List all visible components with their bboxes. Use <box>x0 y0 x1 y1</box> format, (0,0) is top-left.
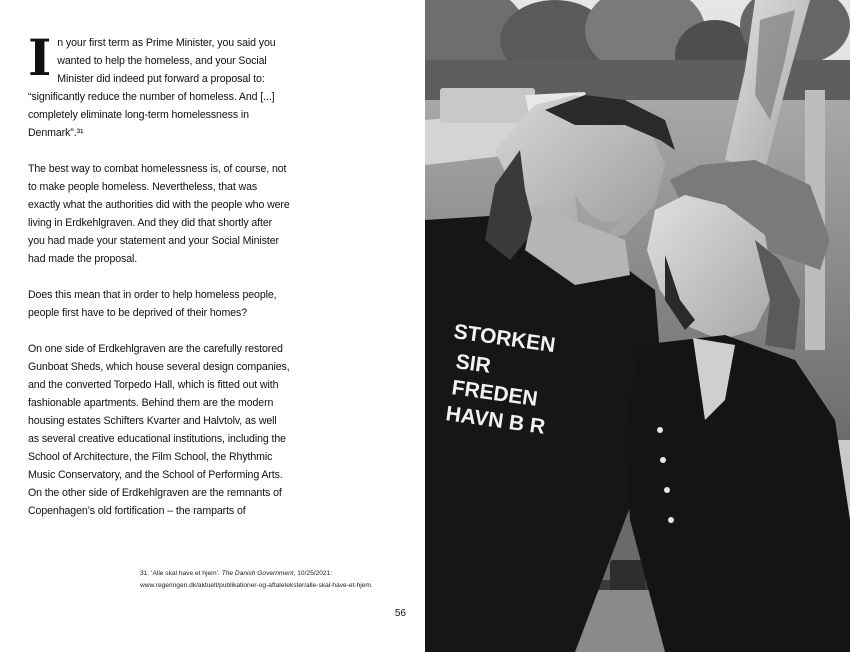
footnote-number: 31. <box>140 570 151 577</box>
paragraph-4: On one side of Erdkehlgraven are the carefully restored Gunboat Sheds, which house several design companies, and the converted Torpedo Hall, which is fitted out with fashionable apartments. Behind them are the modern housing estates Schifters Kvarter and Halvtolv, as well as several creative educational institutions, including the School of Architecture, the Film School, the Rhythmic Music Conservatory, and the School of Performing Arts. On the other side of Erdkehlgraven are the remnants of Copenhagen’s old fortification – the ramparts of <box>28 343 290 517</box>
shirt-line-3: FREDEN <box>450 376 540 411</box>
photograph-illustration <box>425 0 850 652</box>
footnote <box>140 568 410 592</box>
shirt-line-4: HAVN B R <box>444 402 547 439</box>
shirt-line-2: SIR <box>454 350 493 378</box>
drop-cap: I <box>28 28 52 87</box>
shirt-line-1: STORKEN <box>452 320 557 358</box>
body-text <box>28 28 290 538</box>
paragraph-2: The best way to combat homelessness is, of course, not to make people homeless. Nevertheless, that was exactly what the authorities did with the people who were living in Erdkehlgraven. And they did that shortly after you had made your statement and your Social Minister had made the proposal. <box>28 163 290 265</box>
footnote-source: The Danish Government <box>221 570 294 577</box>
paragraph-3: Does this mean that in order to help homeless people, people first have to be deprived of their homes? <box>28 289 277 319</box>
footnote-title: ‘Alle skal have et hjem’. <box>151 570 222 577</box>
footnote-url: , 10/25/2021: www.regeringen.dk/aktuelt/publikationer-og-aftaletekster/alle-skal-have-et-hjem. <box>140 570 373 589</box>
paragraph-1 <box>28 28 290 142</box>
photograph <box>425 0 850 652</box>
paragraph-1-text: n your first term as Prime Minister, you said you wanted to help the homeless, and your Social Minister did indeed put forward a proposal to: “significantly reduce the number of homeless. And [...] completely eliminate long-term homelessness in Denmark”.³¹ <box>28 37 276 139</box>
page-number: 56 <box>394 608 406 619</box>
